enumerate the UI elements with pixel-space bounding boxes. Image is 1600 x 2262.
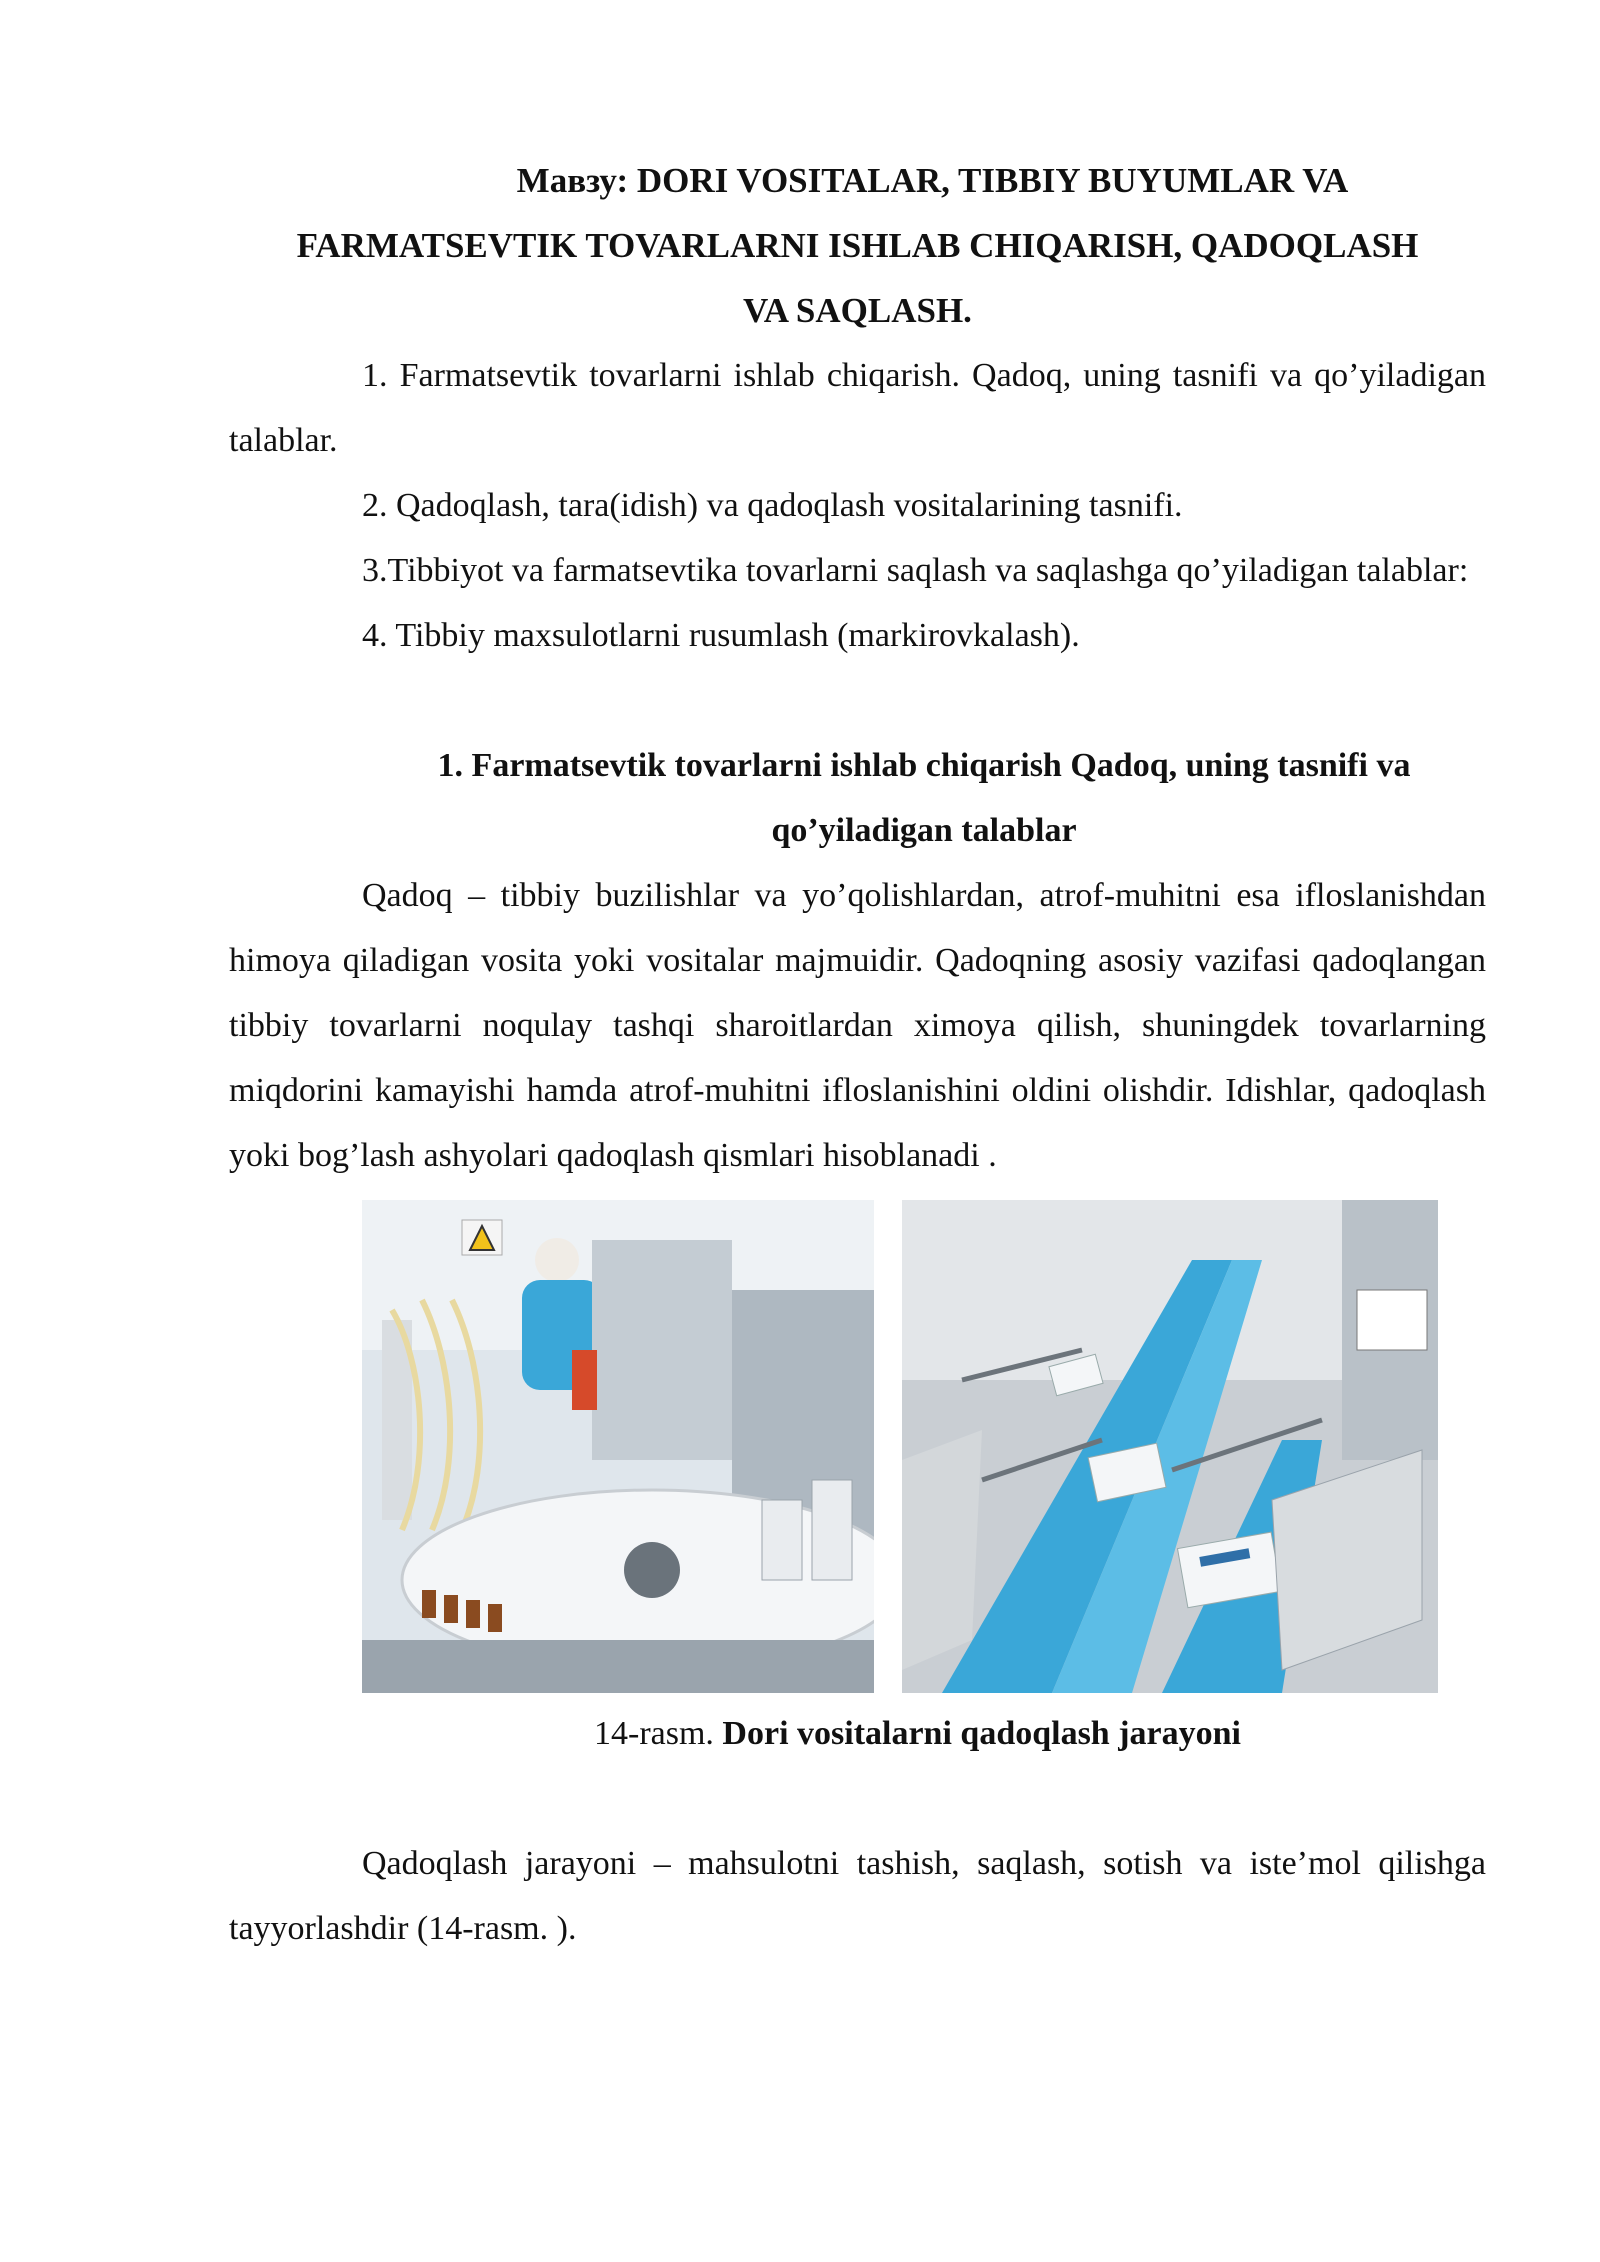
section-1-heading-line-1: 1. Farmatsevtik tovarlarni ishlab chiqarish Qadoq, uning tasnifi va <box>437 747 1411 784</box>
outline-item-4: 4. Tibbiy maxsulotlarni rusumlash (markirovkalash). <box>362 617 1080 654</box>
figure-caption-title: Dori vositalarni qadoqlash jarayoni <box>722 1715 1241 1752</box>
outline-item-1: 1. Farmatsevtik tovarlarni ishlab chiqarish. Qadoq, uning tasnifi va qo’yiladigan talablar. <box>229 357 1486 459</box>
section-1-heading-cont <box>229 798 1486 863</box>
title-line-2: FARMATSEVTIK TOVARLARNI ISHLAB CHIQARISH, QADOQLASH <box>296 226 1419 265</box>
title-line-1: Мавзу: DORI VOSITALAR, TIBBIY BUYUMLAR VA <box>516 161 1349 200</box>
closing-paragraph: Qadoqlash jarayoni – mahsulotni tashish, saqlash, sotish va iste’mol qilishga tayyorlashdir (14-rasm. ). <box>229 1845 1486 1947</box>
title-line-3: VA SAQLASH. <box>743 291 972 330</box>
spacer <box>229 668 1486 733</box>
outline-item-3: 3.Tibbiyot va farmatsevtika tovarlarni saqlash va saqlashga qo’yiladigan talablar: <box>362 552 1469 589</box>
figure-caption-prefix: 14-rasm. <box>594 1715 714 1752</box>
spacer <box>229 1766 1486 1831</box>
document-content <box>229 148 1486 1961</box>
outline-item-2: 2. Qadoqlash, tara(idish) va qadoqlash vositalarining tasnifi. <box>362 487 1183 524</box>
figure-image-conveyor <box>902 1200 1438 1693</box>
figure-images <box>229 1200 1486 1695</box>
figure-image-filling-machine <box>362 1200 874 1693</box>
document-title <box>229 148 1486 343</box>
figure-caption <box>229 1701 1486 1766</box>
section-1-heading <box>229 733 1486 798</box>
section-1-heading-line-2: qo’yiladigan talablar <box>771 812 1077 849</box>
section-1-paragraph: Qadoq – tibbiy buzilishlar va yo’qolishlardan, atrof-muhitni esa ifloslanishdan himoya qiladigan vosita yoki vositalar majmuidir. Qadoqning asosiy vazifasi qadoqlangan tibbiy tovarlarni noqulay tashqi sharoitlardan ximoya qilish, shuningdek tovarlarning miqdorini kamayishi hamda atrof-muhitni ifloslanishini oldini olishdir. Idishlar, qadoqlash yoki bog’lash ashyolari qadoqlash qismlari hisoblanadi . <box>229 877 1486 1174</box>
